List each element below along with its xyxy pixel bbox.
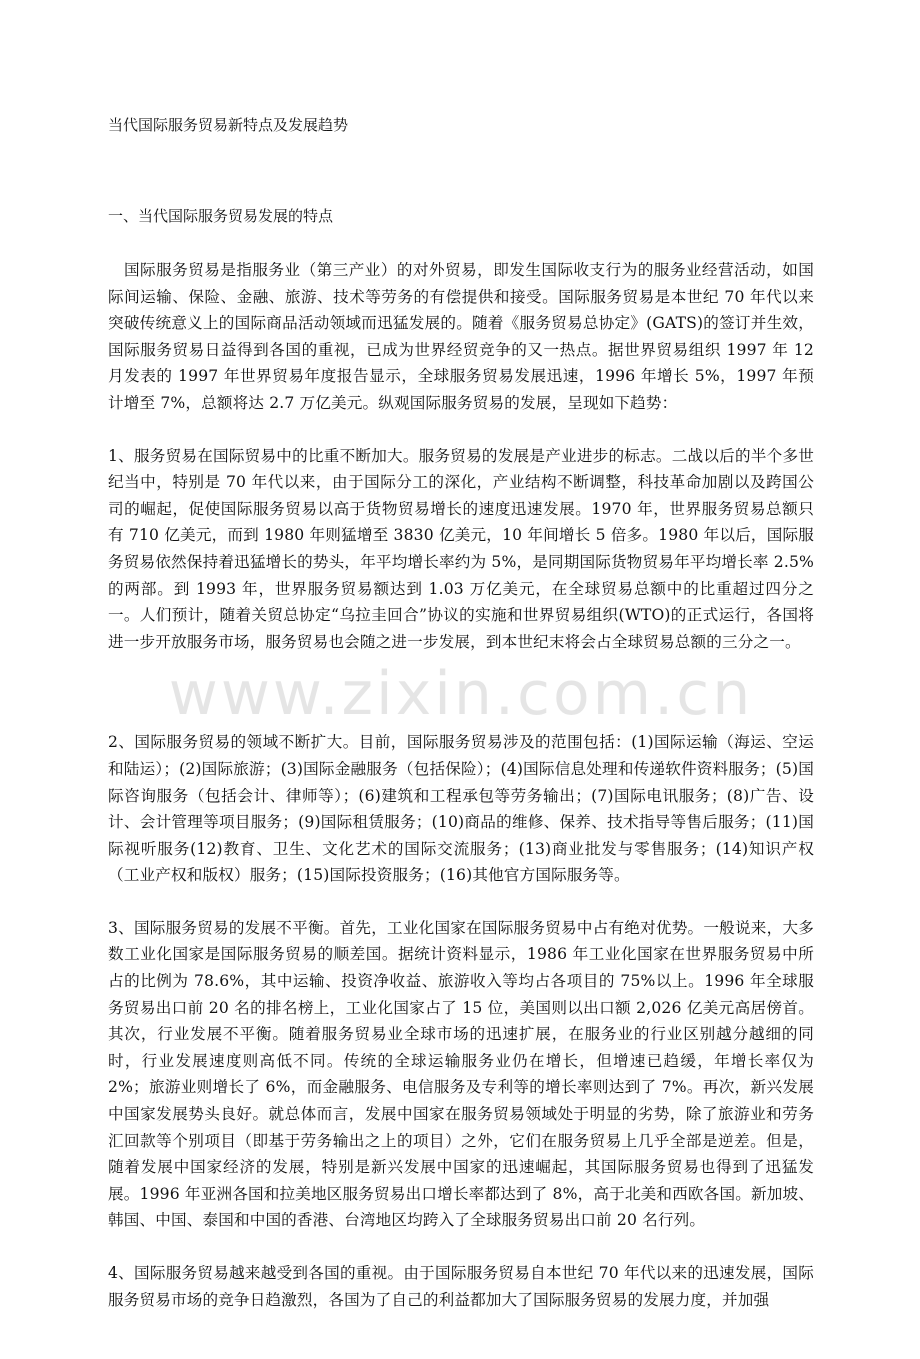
document-page: [108, 0, 814, 1359]
paragraph-2: 2、国际服务贸易的领域不断扩大。目前，国际服务贸易涉及的范围包括：(1)国际运输（海运、空运和陆运）；(2)国际旅游；(3)国际金融服务（包括保险）；(4)国际信息处理和传递软件资料服务；(5)国际咨询服务（包括会计、律师等）；(6)建筑和工程承包等劳务输出；(7)国际电讯服务；(8)广告、设计、会计管理等项目服务；(9)国际租赁服务；(10)商品的维修、保养、技术指导等售后服务；(11)国际视听服务(12)教育、卫生、文化艺术的国际交流服务；(13)商业批发与零售服务；(14)知识产权（工业产权和版权）服务；(15)国际投资服务；(16)其他官方国际服务等。: [108, 733, 814, 885]
watermark: www.zixin.com.cn: [168, 659, 754, 730]
paragraph-4: 4、国际服务贸易越来越受到各国的重视。由于国际服务贸易自本世纪 70 年代以来的迅速发展，国际服务贸易市场的竞争日趋激烈，各国为了自己的利益都加大了国际服务贸易的发展力度，并加强: [108, 1264, 814, 1309]
paragraph-1: 1、服务贸易在国际贸易中的比重不断加大。服务贸易的发展是产业进步的标志。二战以后的半个多世纪当中，特别是 70 年代以来，由于国际分工的深化，产业结构不断调整，科技革命加剧以及跨国公司的崛起，促使国际服务贸易以高于货物贸易增长的速度迅速发展。1970 年，世界服务贸易总额只有 710 亿美元，而到 1980 年则猛增至 3830 亿美元，10 年间增长 5 倍多。1980 年以后，国际服务贸易依然保持着迅猛增长的势头，年平均增长率约为 5%，是同期国际货物贸易年平均增长率 2.5%的两部。到 1993 年，世界服务贸易额达到 1.03 万亿美元，在全球贸易总额中的比重超过四分之一。人们预计，随着关贸总协定“乌拉圭回合”协议的实施和世界贸易组织(WTO)的正式运行，各国将进一步开放服务市场，服务贸易也会随之进一步发展，到本世纪末将会占全球贸易总额的三分之一。: [108, 446, 814, 651]
paragraph-intro: 国际服务贸易是指服务业（第三产业）的对外贸易，即发生国际收支行为的服务业经营活动，如国际间运输、保险、金融、旅游、技术等劳务的有偿提供和接受。国际服务贸易是本世纪 70 年代以来突破传统意义上的国际商品活动领域而迅猛发展的。随着《服务贸易总协定》(GATS)的签订并生效，国际服务贸易日益得到各国的重视，已成为世界经贸竞争的又一热点。据世界贸易组织 1997 年 12 月发表的 1997 年世界贸易年度报告显示，全球服务贸易发展迅速，1996 年增长 5%，1997 年预计增至 7%，总额将达 2.7 万亿美元。纵观国际服务贸易的发展，呈现如下趋势：: [108, 261, 814, 412]
document-title: 当代国际服务贸易新特点及发展趋势: [108, 116, 349, 134]
paragraph-3: 3、国际服务贸易的发展不平衡。首先，工业化国家在国际服务贸易中占有绝对优势。一般说来，大多数工业化国家是国际服务贸易的顺差国。据统计资料显示，1986 年工业化国家在世界服务贸易中所占的比例为 78.6%，其中运输、投资净收益、旅游收入等均占各项目的 75%以上。1996 年全球服务贸易出口前 20 名的排名榜上，工业化国家占了 15 位，美国则以出口额 2,026 亿美元高居傍首。其次，行业发展不平衡。随着服务贸易业全球市场的迅速扩展，在服务业的行业区别越分越细的同时，行业发展速度则高低不同。传统的全球运输服务业仍在增长，但增速已趋缓，年增长率仅为 2%；旅游业则增长了 6%，而金融服务、电信服务及专利等的增长率则达到了 7%。再次，新兴发展中国家发展势头良好。就总体而言，发展中国家在服务贸易领域处于明显的劣势，除了旅游业和劳务汇回款等个别项目（即基于劳务输出之上的项目）之外，它们在服务贸易上几乎全部是逆差。但是，随着发展中国家经济的发展，特别是新兴发展中国家的迅速崛起，其国际服务贸易也得到了迅猛发展。1996 年亚洲各国和拉美地区服务贸易出口增长率都达到了 8%，高于北美和西欧各国。新加坡、韩国、中国、泰国和中国的香港、台湾地区均跨入了全球服务贸易出口前 20 名行列。: [108, 918, 814, 1230]
section-heading: 一、当代国际服务贸易发展的特点: [108, 207, 334, 225]
